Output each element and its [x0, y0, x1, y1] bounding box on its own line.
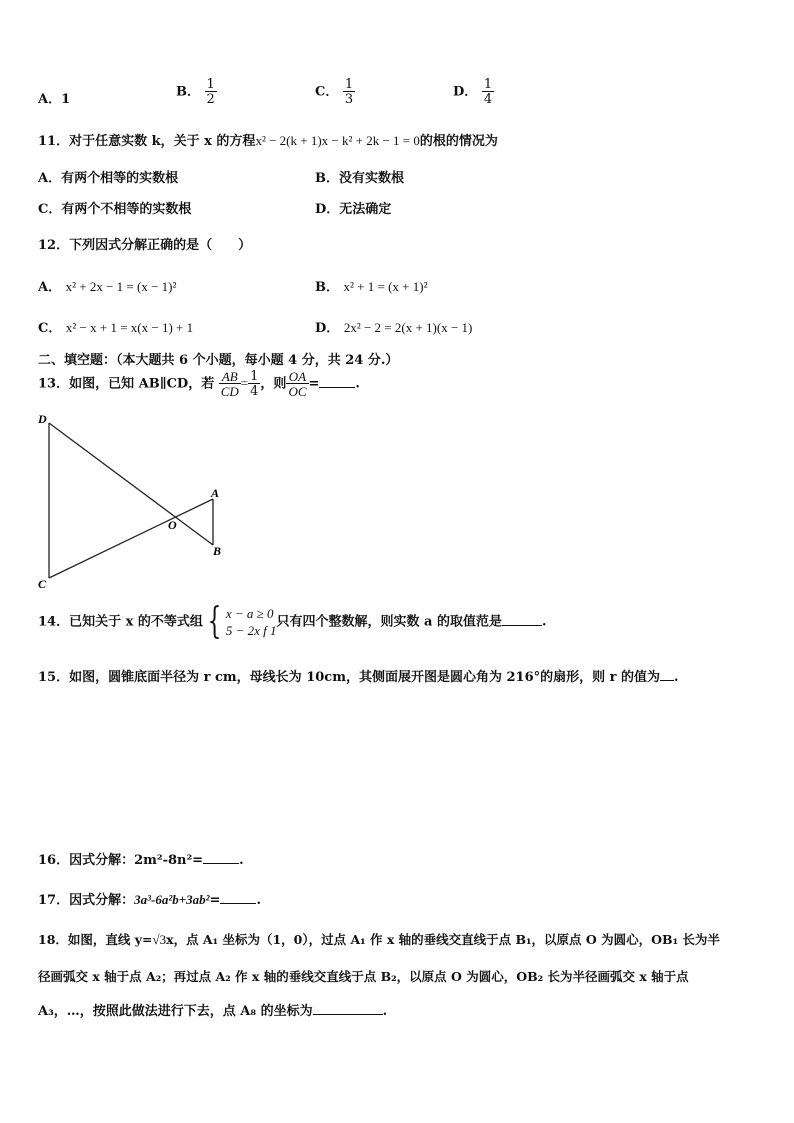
label-d: D: [38, 412, 47, 426]
section-heading-fill-in: 二、填空题：（本大题共 6 个小题，每小题 4 分，共 24 分.）: [38, 353, 399, 368]
q13-f2-denominator: 4: [250, 384, 259, 399]
q11-option-c: C．有两个不相等的实数根: [38, 202, 192, 217]
q13-f3-numerator: OA: [288, 369, 307, 384]
q10-b-denominator: 2: [206, 92, 215, 107]
q17-stem: [38, 889, 261, 908]
q11-stem-suffix: 的根的情况为: [419, 134, 498, 149]
q14-inequality-system: [203, 601, 277, 642]
q10-option-a: A．1: [38, 92, 71, 107]
q10-option-d: [453, 78, 494, 106]
q12-option-c: [38, 317, 193, 336]
q12-option-a-expr: x² + 2x − 1 = (x − 1)²: [65, 279, 177, 294]
q17-equals: =: [209, 893, 221, 908]
q10-d-numerator: 1: [483, 77, 493, 92]
q10-option-b-fraction: [205, 78, 217, 106]
q13-fraction-one-quarter: [248, 370, 260, 398]
q13-mid: ，则: [260, 376, 287, 392]
q11-option-d: D．无法确定: [315, 202, 392, 217]
q13-suffix: =: [308, 376, 320, 392]
q16-end: .: [239, 853, 244, 868]
q18-answer-blank[interactable]: [313, 1002, 383, 1015]
q10-c-denominator: 3: [344, 92, 354, 107]
label-b: B: [213, 544, 222, 558]
q18-line1-a: 18．如图，直线 y=: [38, 932, 153, 947]
q11-option-a: A．有两个相等的实数根: [38, 171, 179, 186]
q12-option-b-expr: x² + 1 = (x + 1)²: [343, 279, 428, 294]
q12-option-c-label: C．: [38, 321, 62, 336]
q17-prefix: 17．因式分解：: [38, 893, 135, 908]
q13-stem: [38, 370, 360, 398]
q13-equals: =: [240, 375, 249, 391]
q14-suffix: 只有四个整数解，则实数 a 的取值范是: [276, 614, 502, 630]
q10-option-b: [176, 78, 217, 106]
q15-text: 15．如图，圆锥底面半径为 r cm，母线长为 10cm，其侧面展开图是圆心角为 216°的扇形，则 r 的值为: [38, 670, 661, 685]
q14-prefix: 14．已知关于 x 的不等式组: [38, 614, 203, 630]
q17-end: .: [256, 893, 261, 908]
q12-option-b: [315, 276, 427, 295]
q10-option-c: [315, 78, 355, 106]
q12-option-c-expr: x² − x + 1 = x(x − 1) + 1: [65, 320, 194, 335]
q12-option-b-label: B．: [315, 280, 339, 295]
q15-answer-blank[interactable]: [660, 668, 674, 681]
q17-expression: 3a³-6a²b+3ab²: [134, 892, 210, 907]
q15-end: .: [674, 670, 679, 685]
q13-answer-blank[interactable]: [319, 375, 355, 388]
q11-stem-prefix: 11．对于任意实数 k，关于 x 的方程: [38, 134, 256, 149]
q11-equation: x² − 2(k + 1)x − k² + 2k − 1 = 0: [255, 133, 420, 148]
q18-line1: [38, 930, 720, 948]
q14-row1: x − a ≥ 0: [225, 606, 274, 621]
q10-option-c-label: C．: [315, 84, 339, 100]
label-c: C: [38, 577, 47, 591]
q12-option-d-label: D．: [315, 321, 340, 336]
q16-answer-blank[interactable]: [203, 851, 239, 864]
q10-option-d-fraction: [482, 78, 494, 106]
q12-option-d-expr: 2x² − 2 = 2(x + 1)(x − 1): [343, 320, 473, 335]
q16-text: 16．因式分解：2m²-8n²=: [38, 853, 204, 868]
segment-ca: [49, 499, 213, 578]
q15-stem: [38, 666, 679, 685]
q10-d-denominator: 4: [483, 92, 493, 107]
q10-c-numerator: 1: [344, 77, 354, 92]
q12-stem: 12．下列因式分解正确的是（ ）: [38, 238, 252, 253]
q13-fraction-oa-oc: [286, 370, 308, 398]
q14-end: .: [541, 614, 547, 630]
q13-f1-denominator: CD: [220, 384, 239, 399]
q10-b-numerator: 1: [206, 77, 215, 92]
q13-figure: [30, 408, 230, 593]
segment-db: [49, 423, 213, 545]
left-brace-icon: {: [207, 601, 222, 642]
q16-stem: [38, 849, 244, 868]
q18-line3-text: A₃，…，按照此做法进行下去，点 A₈ 的坐标为: [38, 1004, 313, 1019]
label-a: A: [211, 486, 220, 500]
q11-stem: [38, 130, 498, 149]
q10-option-b-label: B．: [176, 84, 200, 100]
q13-prefix: 13．如图，已知 AB∥CD，若: [38, 376, 215, 392]
q13-f3-denominator: OC: [288, 384, 307, 399]
q11-option-b: B．没有实数根: [315, 171, 404, 186]
q13-end: .: [355, 376, 360, 392]
q13-f2-numerator: 1: [250, 369, 259, 384]
label-o: O: [168, 518, 177, 532]
q18-end: .: [382, 1004, 388, 1019]
q18-sqrt3: √3: [152, 932, 167, 947]
q12-option-d: [315, 317, 472, 336]
q18-line2: 径画弧交 x 轴于点 A₂；再过点 A₂ 作 x 轴的垂线交直线于点 B₂，以原点 O 为圆心，OB₂ 长为半径画弧交 x 轴于点: [38, 969, 689, 984]
q10-option-d-label: D．: [453, 84, 478, 100]
q12-option-a: [38, 276, 176, 295]
q14-answer-blank[interactable]: [502, 613, 542, 626]
q18-line1-b: x，点 A₁ 坐标为（1，0），过点 A₁ 作 x 轴的垂线交直线于点 B₁，以原点 O 为圆心，OB₁ 长为半: [166, 932, 720, 947]
q12-option-a-label: A．: [38, 280, 62, 295]
q13-f1-numerator: AB: [221, 369, 238, 384]
q14-row2: 5 − 2x f 1: [225, 623, 277, 638]
q14-stem: [38, 601, 547, 642]
q10-option-c-fraction: [343, 78, 355, 106]
q13-fraction-ab-cd: [219, 370, 241, 398]
q17-answer-blank[interactable]: [220, 891, 256, 904]
q18-line3: [38, 1000, 387, 1019]
